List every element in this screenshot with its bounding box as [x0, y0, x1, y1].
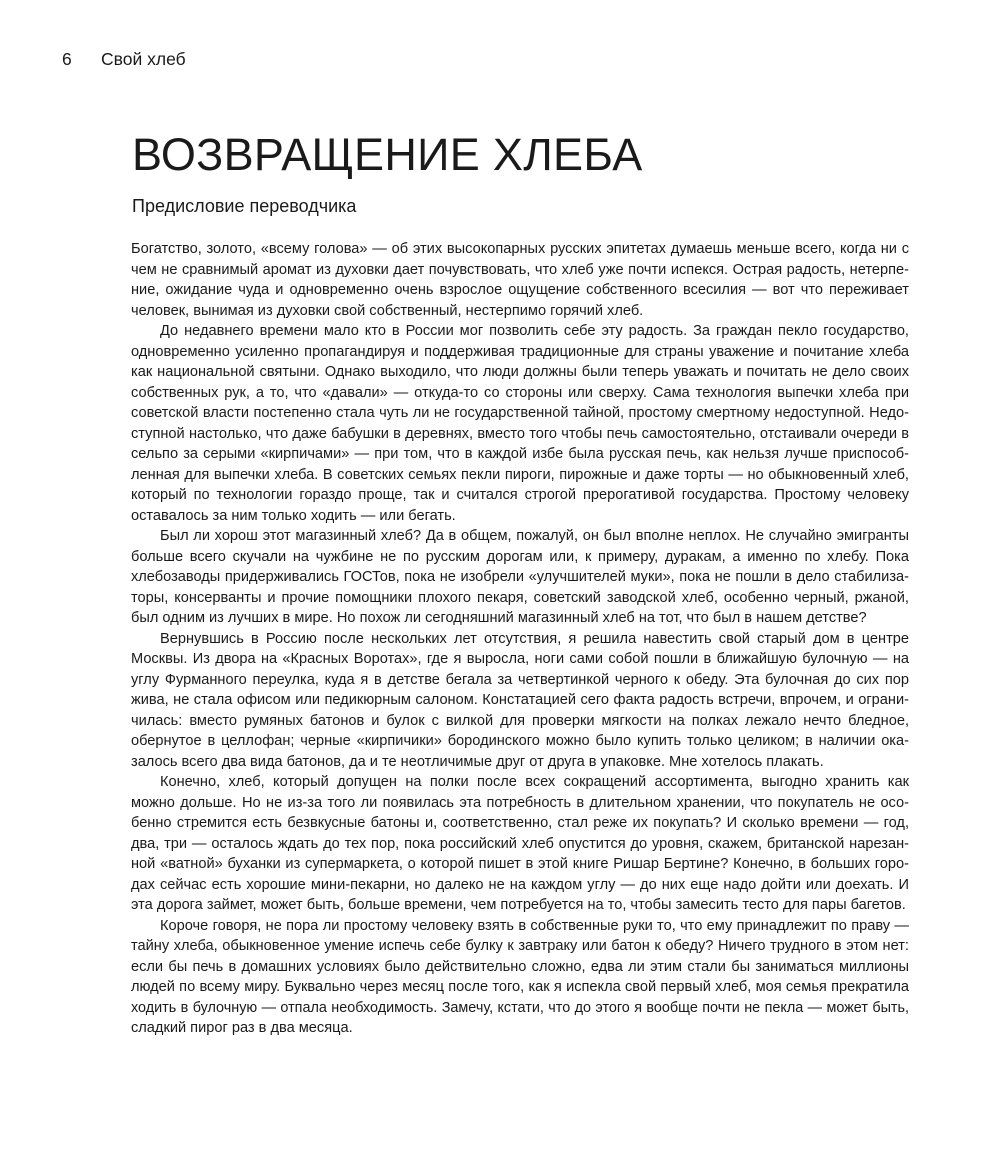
text-line: советской власти постепенно стала чуть ли не государственной тайной, простому смертному недоступной. Недо- [131, 405, 909, 421]
text-line: торы, консерванты и прочие помощники плохого пекаря, советский заводской хлеб, особенно черный, ржаной, [131, 589, 909, 606]
text-line: человек, вынимая из духовки свой собственный, нестерпимо горячий хлеб. [131, 302, 644, 319]
text-line: сладкий пирог раз в два месяца. [131, 1020, 353, 1036]
body-text [131, 239, 909, 1039]
page-number: 6 [62, 49, 72, 69]
text-line: Вернувшись в Россию после нескольких лет отсутствия, я решила навестить свой старый дом в центре [160, 630, 909, 647]
book-title: Свой хлеб [101, 49, 186, 69]
text-line: был одним из лучших в мире. Но похож ли сегодняшний магазинный хлеб на тот, что был в нашем детстве? [131, 610, 867, 626]
text-line: бенно стремится есть безвкусные батоны и, соответственно, стал реже их покупать? И сколько времени — год, [131, 815, 909, 831]
text-line: обернутое в целлофан; черные «кирпичики» бородинского можно было купить только целиком; в наличии ока- [131, 733, 909, 749]
text-line: если бы печь в домашних условиях было действительно сложно, едва ли этим стали бы заниматься миллионы [131, 958, 909, 975]
text-line: собственных рук, а то, что «давали» — откуда-то со стороны или сверху. Сама технология выпечки хлеба при [131, 384, 909, 401]
chapter-title: ВОЗВРАЩЕНИЕ ХЛЕБА [132, 129, 643, 180]
text-line: ходить в булочную — отпала необходимость. Замечу, кстати, что до этого я вообще почти не пекла — может быть, [131, 999, 909, 1016]
text-line: эта дорога займет, может быть, больше времени, чем потребуется на то, чтобы замесить тесто для пары багетов. [131, 897, 906, 913]
text-line: сельпо за серыми «кирпичами» — при том, что в каждой избе была русская печь, как нельзя лучше приспособ- [131, 446, 909, 462]
text-line: Короче говоря, не пора ли простому человеку взять в собственные руки то, что ему принадлежит по праву — [160, 917, 909, 934]
text-line: два, три — осталось ждать до тех пор, пока российский хлеб опустится до уровня, скажем, британской нарезан- [131, 835, 909, 852]
text-line: ние, ожидание чуда и одновременно очень взрослое ощущение собственного всесилия — вот что переживает [131, 282, 909, 298]
text-line: Москвы. Из двора на «Красных Воротах», где я выросла, ноги сами собой пошли в ближайшую булочную — на [131, 651, 909, 667]
text-line: который по технологии гораздо проще, так и считался строгой прерогативой государства. Простому человеку [131, 487, 909, 503]
text-line: углу Фурманного переулка, куда я в детстве бегала за четвертинкой черного к обеду. Эта булочная до сих пор [131, 671, 909, 688]
chapter-subtitle: Предисловие переводчика [132, 196, 357, 216]
text-line: как национальной святыни. Однако выходило, что люди должны были теперь уважать и почитать не дело своих [131, 364, 909, 380]
text-line: ной «ватной» буханки из супермаркета, о которой пишет в этой книге Ришар Бертине? Конечно, в больших горо- [131, 856, 909, 872]
text-line: Богатство, золото, «всему голова» — об этих высокопарных русских эпитетах думаешь меньше всего, когда ни с [131, 241, 909, 257]
text-line: Был ли хорош этот магазинный хлеб? Да в общем, пожалуй, он был вполне неплох. Не случайно эмигранты [160, 528, 909, 544]
text-line: До недавнего времени мало кто в России мог позволить себе эту радость. За граждан пекло государство, [160, 323, 909, 339]
text-line: тайну хлеба, обыкновенное умение испечь себе булку к завтраку или батон к обеду? Ничего трудного в этом нет: [131, 938, 909, 954]
running-head [62, 47, 186, 71]
text-line: чилась: вместо румяных батонов и булок с вилкой для проверки мягкости на полках лежало нечто бледное, [131, 712, 909, 729]
text-line: хлебозаводы придерживались ГОСТов, пока не изобрели «улучшителей муки», пока не пошли в дело стабилиза- [131, 569, 909, 585]
text-line: дах сейчас есть хорошие мини-пекарни, но далеко не на каждом углу — до них еще надо дойти или доехать. И [131, 876, 909, 893]
text-line: чем не сравнимый аромат из духовки дает почувствовать, что хлеб уже почти испекся. Острая радость, нетерпе- [131, 261, 909, 278]
text-line: Конечно, хлеб, который допущен на полки после всех сокращений ассортимента, выгодно хранить как [160, 774, 909, 790]
text-line: одновременно усиленно пропагандируя и поддерживая традиционные для страны уважение и почитание хлеба [131, 343, 909, 360]
text-line: ступной настолько, что даже бабушки в деревнях, вместо того чтобы печь самостоятельно, отстаивали очереди в [131, 425, 909, 442]
text-line: залось всего два вида батонов, да и те неотличимые друг от друга в упаковке. Мне хотелось плакать. [131, 753, 824, 770]
text-line: можно дольше. Но не из-за того ли появилась эта потребность в длительном хранении, что покупатель не осо- [131, 794, 909, 811]
text-line: жива, не стала офисом или педикюрным салоном. Констатацией сего факта радость встречи, впрочем, и ограни- [131, 692, 909, 708]
text-line: оставалось за ним только ходить — или бегать. [131, 507, 456, 524]
text-line: людей по всему миру. Буквально через месяц после того, как я испекла свой первый хлеб, моя семья прекратила [131, 979, 909, 995]
text-line: ленная для выпечки хлеба. В советских семьях пекли пироги, пирожные и даже торты — но обыкновенный хлеб, [131, 466, 909, 483]
text-line: больше всего скучали на чужбине не по русским дорогам или, к примеру, дуракам, а именно по хлебу. Пока [131, 548, 909, 565]
